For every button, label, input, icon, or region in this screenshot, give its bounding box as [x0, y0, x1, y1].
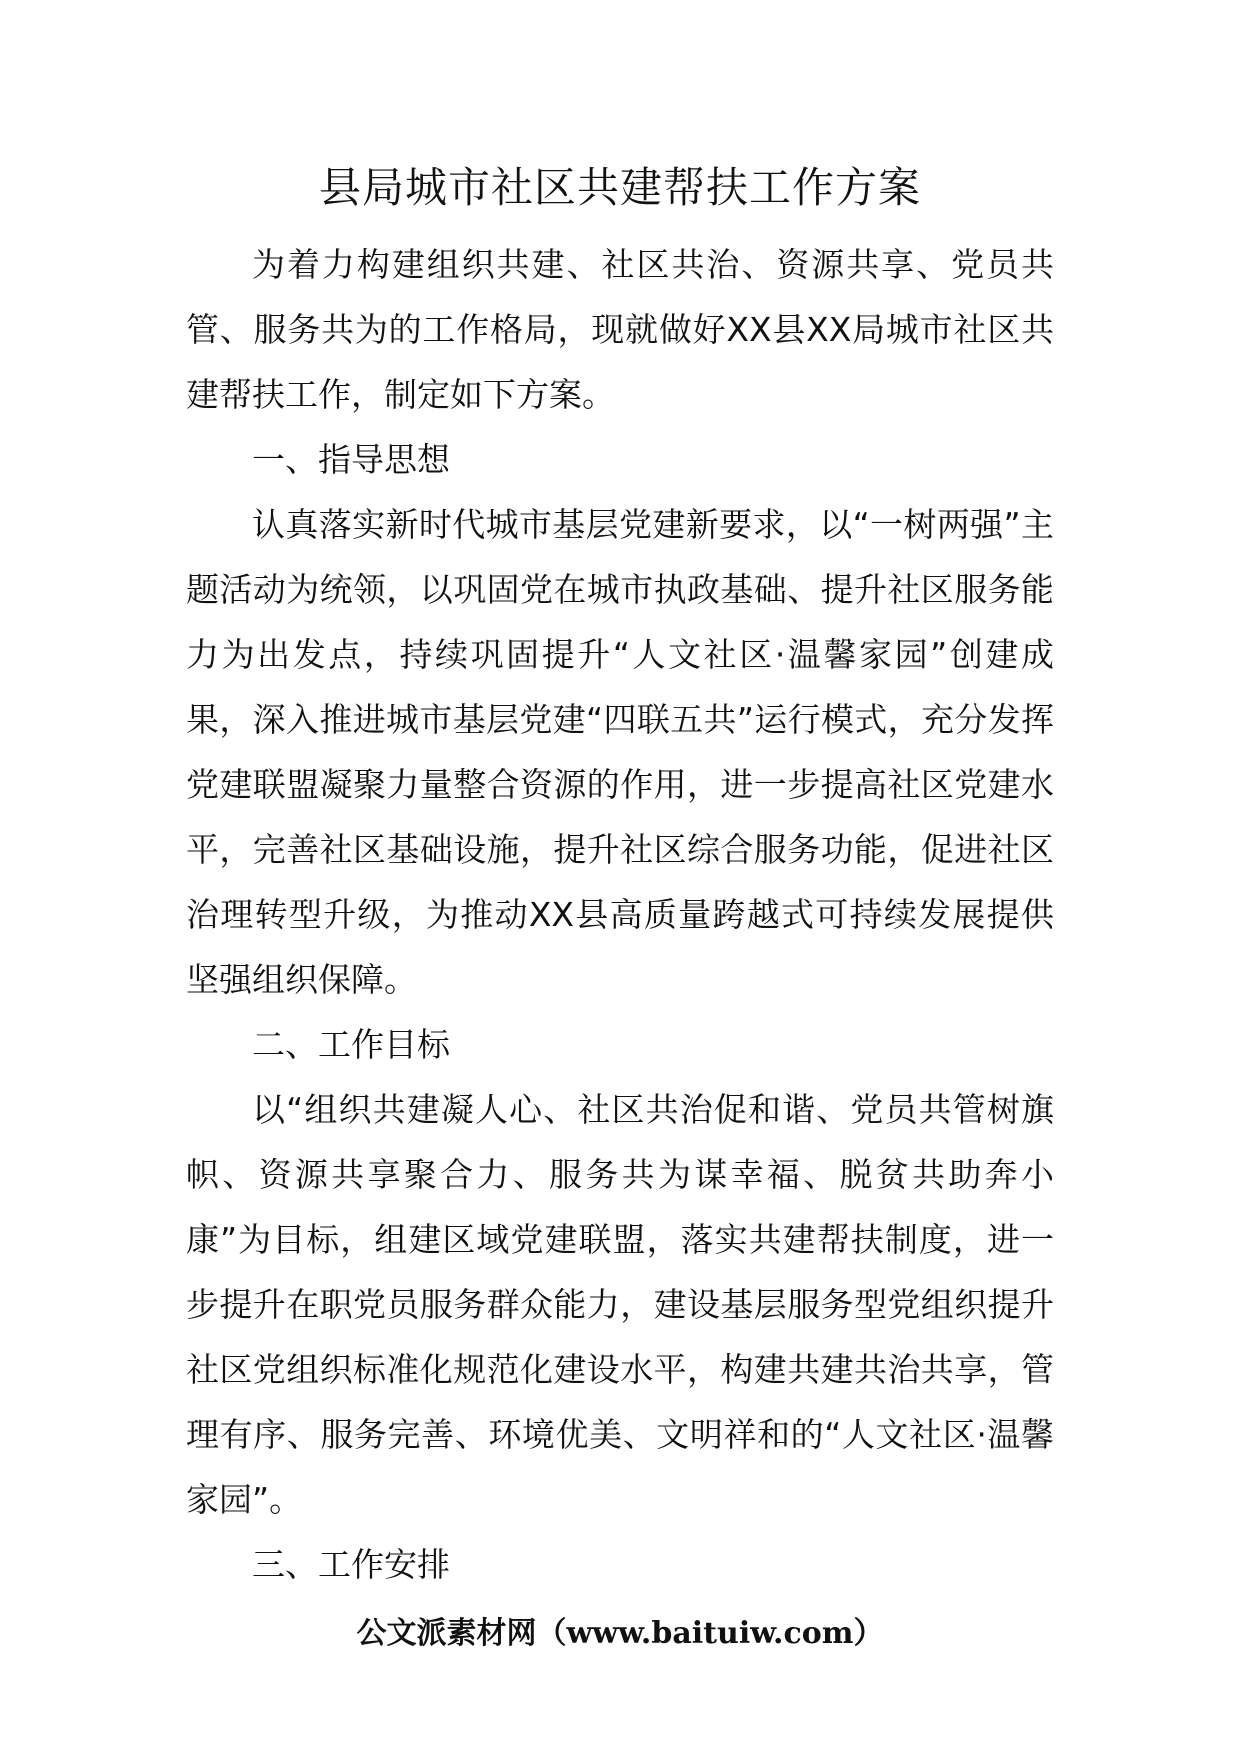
intro-paragraph: 为着力构建组织共建、社区共治、资源共享、党员共管、服务共为的工作格局，现就做好XX县XX局城市社区共建帮扶工作，制定如下方案。	[186, 245, 1054, 414]
section-paragraph-work-goals: 以“组织共建凝人心、社区共治促和谐、党员共管树旗帜、资源共享聚合力、服务共为谋幸福、脱贫共助奔小康”为目标，组建区域党建联盟，落实共建帮扶制度，进一步提升在职党员服务群众能力，建设基层服务型党组织提升社区党组织标准化规范化建设水平，构建共建共治共享，管理有序、服务完善、环境优美、文明祥和的“人文社区·温馨家园”。	[186, 1090, 1054, 1519]
document-title: 县局城市社区共建帮扶工作方案	[318, 163, 921, 212]
section-heading-work-arrangement: 三、工作安排	[252, 1545, 450, 1584]
section-paragraph-guiding-ideology: 认真落实新时代城市基层党建新要求，以“一树两强”主题活动为统领，以巩固党在城市执政基础、提升社区服务能力为出发点，持续巩固提升“人文社区·温馨家园”创建成果，深入推进城市基层党建“四联五共”运行模式，充分发挥党建联盟凝聚力量整合资源的作用，进一步提高社区党建水平，完善社区基础设施，提升社区综合服务功能，促进社区治理转型升级，为推动XX县高质量跨越式可持续发展提供坚强组织保障。	[186, 505, 1054, 999]
footer-watermark: 公文派素材网（www.baituiw.com）	[356, 1616, 884, 1651]
document-body	[186, 232, 1054, 1597]
section-heading-guiding-ideology: 一、指导思想	[252, 440, 450, 479]
section-heading-work-goals: 二、工作目标	[252, 1025, 450, 1064]
